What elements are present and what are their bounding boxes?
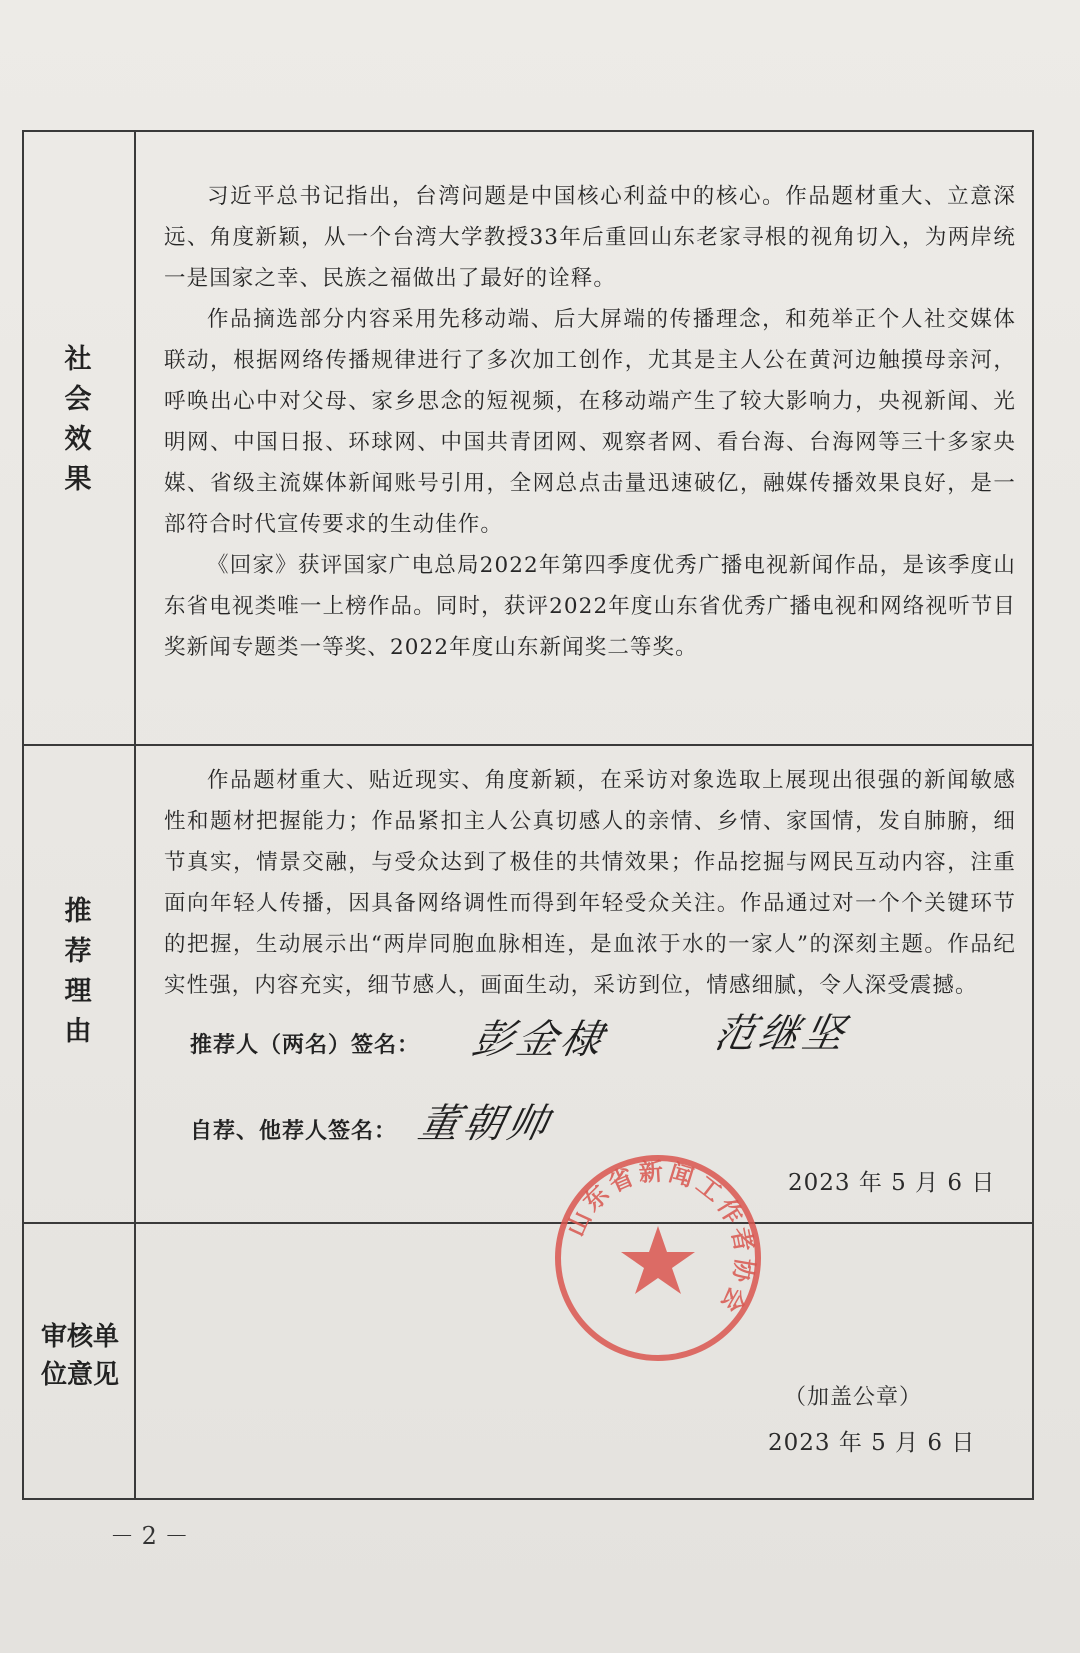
- label-social-effect: 社会效果: [64, 344, 92, 495]
- social-paragraph-1: 习近平总书记指出，台湾问题是中国核心利益中的核心。作品题材重大、立意深远、角度新颖，从一个台湾大学教授33年后重回山东老家寻根的视角切入，为两岸统一是国家之幸、民族之福做出了最好的诠释。: [164, 184, 1016, 291]
- social-paragraph-2: 作品摘选部分内容采用先移动端、后大屏端的传播理念，和苑举正个人社交媒体联动，根据网络传播规律进行了多次加工创作，尤其是主人公在黄河边触摸母亲河，呼唤出心中对父母、家乡思念的短视频，在移动端产生了较大影响力，央视新闻、光明网、中国日报、环球网、中国共青团网、观察者网、看台海、台海网等三十多家央媒、省级主流媒体新闻账号引用，全网总点击量迅速破亿，融媒传播效果良好，是一部符合时代宣传要求的生动佳作。: [164, 307, 1016, 537]
- reason-date: 2023 年 5 月 6 日: [788, 1170, 996, 1196]
- row-social-effect: [24, 132, 1032, 746]
- page-number: － 2 －: [110, 1522, 189, 1550]
- label-review-opinion: 审核单位意见: [40, 1322, 119, 1390]
- review-date: 2023 年 5 月 6 日: [768, 1430, 976, 1456]
- self-signature-label: 自荐、他荐人签名：: [190, 1119, 398, 1144]
- seal-text: 山东省新闻工作者协会: [561, 1157, 759, 1321]
- row-recommend-reason: [24, 746, 1032, 1224]
- social-paragraph-3: 《回家》获评国家广电总局2022年第四季度优秀广播电视新闻作品，是该季度山东省电视类唯一上榜作品。同时，获评2022年度山东省优秀广播电视和网络视听节目奖新闻专题类一等奖、2022年度山东新闻奖二等奖。: [164, 553, 1016, 660]
- content-social-effect: [136, 132, 1032, 744]
- label-cell-review-opinion: [24, 1224, 136, 1498]
- stamp-note: （加盖公章）: [784, 1385, 923, 1410]
- label-recommend-reason: 推荐理由: [64, 896, 92, 1047]
- recommender-signature-2: 范继坚: [710, 1011, 853, 1057]
- label-cell-social-effect: [24, 132, 136, 744]
- self-signature: 董朝帅: [414, 1101, 557, 1147]
- label-cell-recommend-reason: [24, 746, 136, 1222]
- recommender-signature-1: 彭金棣: [468, 1017, 611, 1063]
- seal-star-icon: [621, 1226, 695, 1294]
- form-table: [22, 130, 1034, 1500]
- row-review-opinion: [24, 1224, 1032, 1498]
- official-seal-stamp: [548, 1148, 768, 1368]
- reason-paragraph: 作品题材重大、贴近现实、角度新颖，在采访对象选取上展现出很强的新闻敏感性和题材把握能力；作品紧扣主人公真切感人的亲情、乡情、家国情，发自肺腑，细节真实，情景交融，与受众达到了极佳的共情效果；作品挖掘与网民互动内容，注重面向年轻人传播，因具备网络调性而得到年轻受众关注。作品通过对一个个关键环节的把握，生动展示出“两岸同胞血脉相连，是血浓于水的一家人”的深刻主题。作品纪实性强，内容充实，细节感人，画面生动，采访到位，情感细腻，令人深受震撼。: [164, 768, 1016, 998]
- recommender-signature-label: 推荐人（两名）签名：: [190, 1033, 421, 1058]
